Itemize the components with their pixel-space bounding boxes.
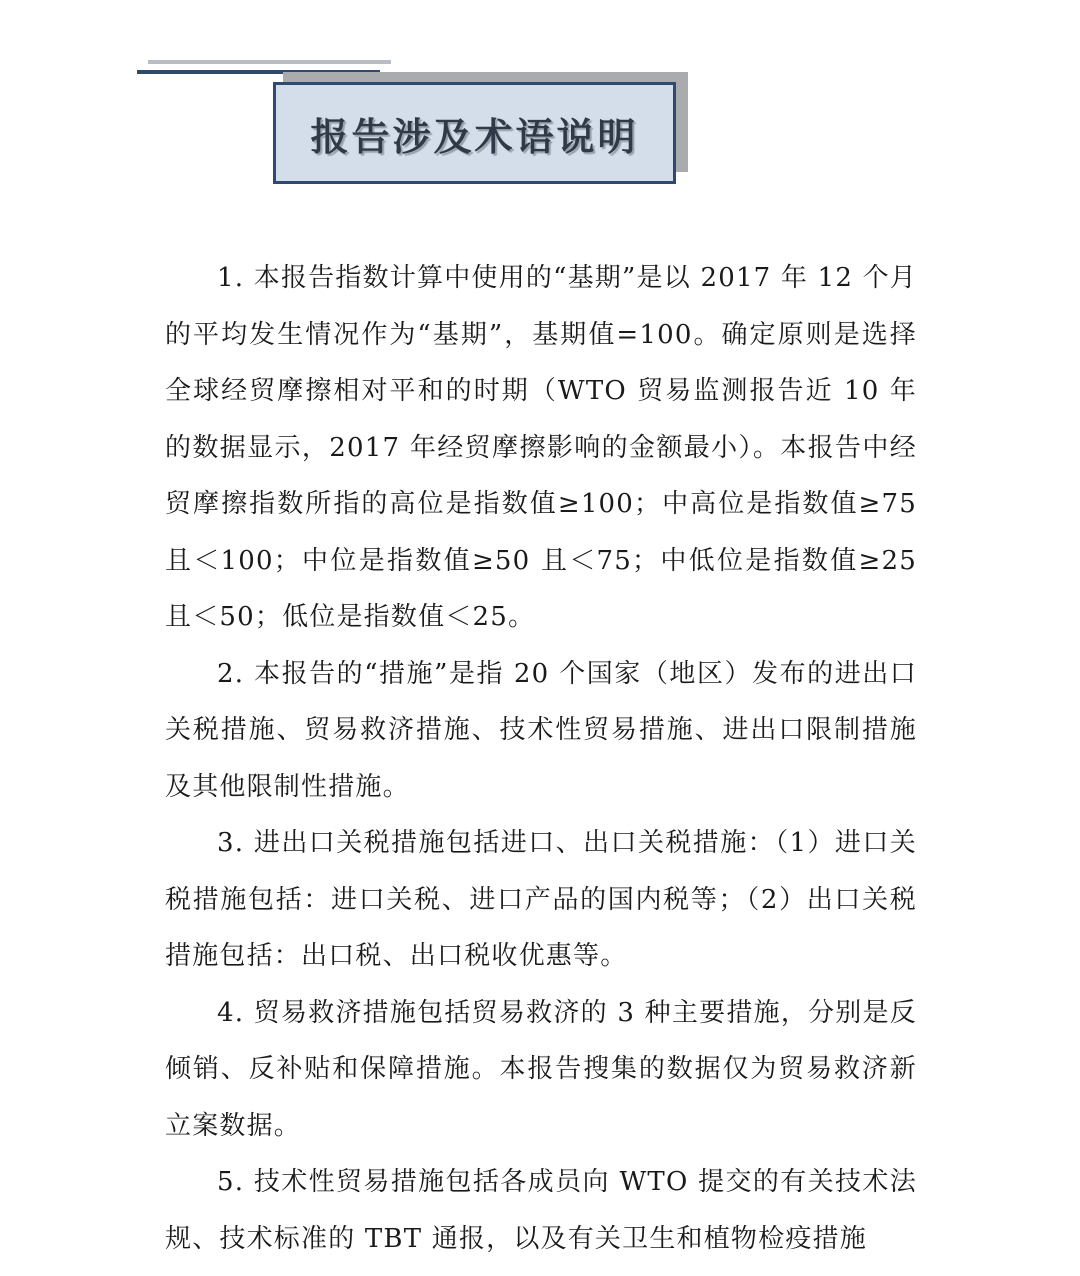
decorative-line-light <box>148 60 391 64</box>
paragraph-5: 5. 技术性贸易措施包括各成员向 WTO 提交的有关技术法规、技术标准的 TBT 通报，以及有关卫生和植物检疫措施 <box>165 1167 917 1254</box>
title-box <box>273 82 676 184</box>
paragraph-1: 1. 本报告指数计算中使用的“基期”是以 2017 年 12 个月的平均发生情况作为“基期”，基期值=100。确定原则是选择全球经贸摩擦相对平和的时期（WTO 贸易监测报告近 10 年的数据显示，2017 年经贸摩擦影响的金额最小）。本报告中经贸摩擦指数所指的高位是指数值≥100；中高位是指数值≥75 且＜100；中位是指数值≥50 且＜75；中低位是指数值≥25 且＜50；低位是指数值＜25。 <box>165 263 917 632</box>
paragraph-4: 4. 贸易救济措施包括贸易救济的 3 种主要措施，分别是反倾销、反补贴和保障措施。本报告搜集的数据仅为贸易救济新立案数据。 <box>165 997 917 1141</box>
paragraph-2: 2. 本报告的“措施”是指 20 个国家（地区）发布的进出口关税措施、贸易救济措施、技术性贸易措施、进出口限制措施及其他限制性措施。 <box>165 658 917 802</box>
page-title: 报告涉及术语说明 <box>310 114 639 159</box>
paragraph-3: 3. 进出口关税措施包括进口、出口关税措施：（1）进口关税措施包括：进口关税、进口产品的国内税等；（2）出口关税措施包括：出口税、出口税收优惠等。 <box>165 828 917 971</box>
document-body <box>165 250 917 1267</box>
